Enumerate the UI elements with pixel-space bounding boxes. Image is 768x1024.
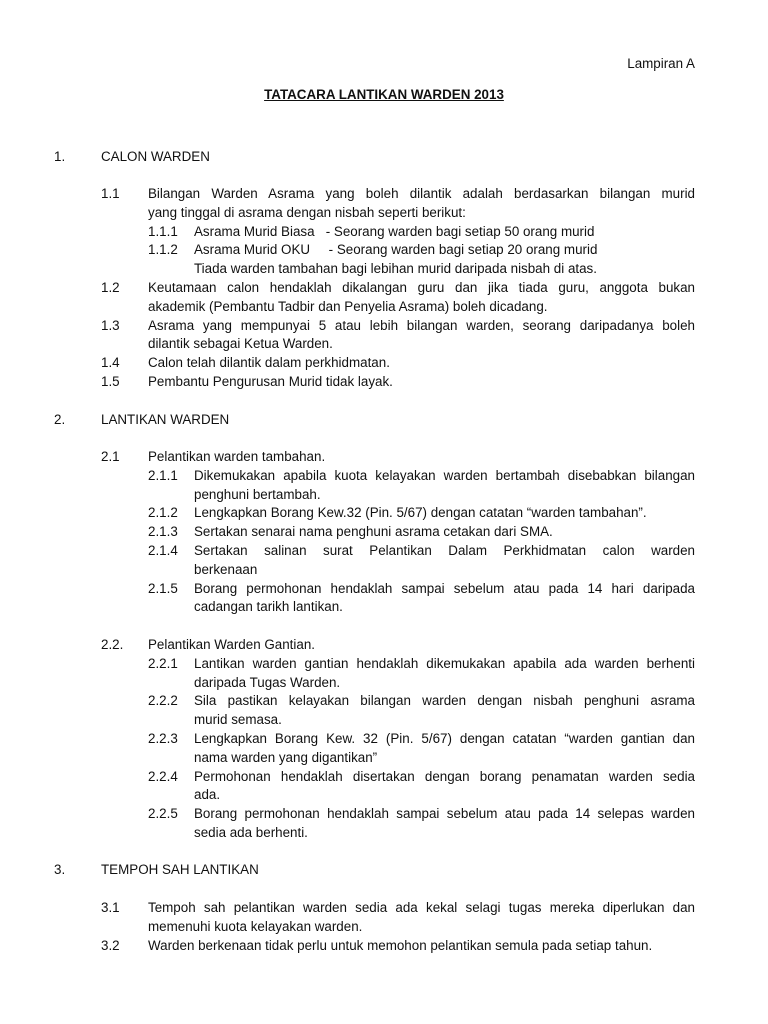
section-title: TEMPOH SAH LANTIKAN [101, 862, 259, 877]
list-item: 2.2.1 Lantikan warden gantian hendaklah dikemukakan apabila ada warden berhenti [148, 655, 695, 671]
list-item: 2.1.5 Borang permohonan hendaklah sampai sebelum atau pada 14 hari daripada [148, 580, 695, 596]
list-item: 1.3 Asrama yang mempunyai 5 atau lebih bilangan warden, seorang daripadanya boleh [101, 317, 695, 333]
group-heading: Pelantikan Warden Gantian. [148, 637, 315, 652]
list-item: 3.1 Tempoh sah pelantikan warden sedia ada kekal selagi tugas mereka diperlukan dan [101, 900, 695, 915]
list-item: 3.2 Warden berkenaan tidak perlu untuk memohon pelantikan semula pada setiap tahun. [101, 937, 653, 953]
section-number: 1. [54, 149, 66, 164]
list-item: 2.2.3 Lengkapkan Borang Kew. 32 (Pin. 5/67) dengan catatan “warden gantian dan [148, 730, 695, 746]
list-item: 2.2.4 Permohonan hendaklah disertakan dengan borang penamatan warden sedia [148, 768, 695, 784]
note-text: Tiada warden tambahan bagi lebihan murid daripada nisbah di atas. [194, 261, 597, 277]
list-item: 2.1.4 Sertakan salinan surat Pelantikan Dalam Perkhidmatan calon warden [148, 542, 695, 558]
list-item: 2.2.5 Borang permohonan hendaklah sampai sebelum atau pada 14 selepas warden [148, 806, 695, 822]
list-item: 1.2 Keutamaan calon hendaklah dikalangan guru dan jika tiada guru, anggota bukan [101, 279, 695, 295]
section-2-group-1: 2.1 Pelantikan warden tambahan. 2.1.1 Dikemukakan apabila kuota kelayakan warden bertambah disebabkan bilangan penghuni bertambah. 2.1.2 Lengkapkan Borang Kew.32 (Pin. 5/67) dengan catatan “warden tambahan”. 2.1.3 Sertakan senarai nama penghuni asrama cetakan dari SMA. 2.1.4 Sertakan salinan surat Pelantikan Dalam Perkhidmatan calon warden berkenaan 2.1.5 Borang permohonan hendaklah sampai sebelum atau pada 14 hari daripada cadangan tarikh lantikan. [101, 449, 695, 615]
list-item: 2.1.2 Lengkapkan Borang Kew.32 (Pin. 5/67) dengan catatan “warden tambahan”. [148, 505, 647, 521]
attachment-label: Lampiran A [627, 56, 695, 71]
group-heading: Pelantikan warden tambahan. [148, 449, 326, 464]
document-title: TATACARA LANTIKAN WARDEN 2013 [264, 87, 504, 102]
list-item: 1.1.2 Asrama Murid OKU - Seorang warden bagi setiap 20 orang murid [148, 242, 598, 258]
section-2-group-2: 2.2. Pelantikan Warden Gantian. 2.2.1 Lantikan warden gantian hendaklah dikemukakan apabila ada warden berhenti daripada Tugas Warden. 2.2.2 Sila pastikan kelayakan bilangan warden dengan nisbah penghuni asrama murid semasa. 2.2.3 Lengkapkan Borang Kew. 32 (Pin. 5/67) dengan catatan “warden gantian dan nama warden yang digantikan” 2.2.4 Permohonan hendaklah disertakan dengan borang penamatan warden sedia ada. 2.2.5 Borang permohonan hendaklah sampai sebelum atau pada 14 selepas warden sedia ada berhenti. [101, 637, 695, 840]
list-item: 1.5 Pembantu Pengurusan Murid tidak layak. [101, 373, 393, 389]
section-1-body: 1.1 Bilangan Warden Asrama yang boleh dilantik adalah berdasarkan bilangan murid yang tinggal di asrama dengan nisbah seperti berikut: 1.1.1 Asrama Murid Biasa - Seorang warden bagi setiap 50 orang murid 1.1.2 Asrama Murid OKU - Seorang warden bagi setiap 20 orang murid Tiada warden tambahan bagi lebihan murid daripada nisbah di atas. 1.2 Keutamaan calon hendaklah dikalangan guru dan jika tiada guru, anggota bukan akademik (Pembantu Tadbir dan Penyelia Asrama) boleh dicadang. 1.3 Asrama yang mempunyai 5 atau lebih bilangan warden, seorang daripadanya boleh dilantik sebagai Ketua Warden. 1.4 Calon telah dilantik dalam perkhidmatan. 1.5 Pembantu Pengurusan Murid tidak layak. [101, 185, 695, 392]
section-title: CALON WARDEN [101, 149, 210, 164]
list-item: 1.1.1 Asrama Murid Biasa - Seorang warden bagi setiap 50 orang murid [148, 223, 595, 239]
section-title: LANTIKAN WARDEN [101, 412, 230, 427]
list-item: 2.2.2 Sila pastikan kelayakan bilangan warden dengan nisbah penghuni asrama [148, 693, 695, 709]
list-item: 1.4 Calon telah dilantik dalam perkhidmatan. [101, 355, 390, 371]
section-number: 3. [54, 862, 66, 877]
list-item: 2.1.1 Dikemukakan apabila kuota kelayakan warden bertambah disebabkan bilangan [148, 467, 695, 483]
list-item: 2.1.3 Sertakan senarai nama penghuni asrama cetakan dari SMA. [148, 524, 553, 540]
section-3-body: 3.1 Tempoh sah pelantikan warden sedia ada kekal selagi tugas mereka diperlukan dan memenuhi kuota kelayakan warden. 3.2 Warden berkenaan tidak perlu untuk memohon pelantikan semula pada setiap tahun. [101, 899, 695, 955]
list-item: 1.1 Bilangan Warden Asrama yang boleh dilantik adalah berdasarkan bilangan murid [101, 186, 695, 201]
section-number: 2. [54, 412, 66, 427]
